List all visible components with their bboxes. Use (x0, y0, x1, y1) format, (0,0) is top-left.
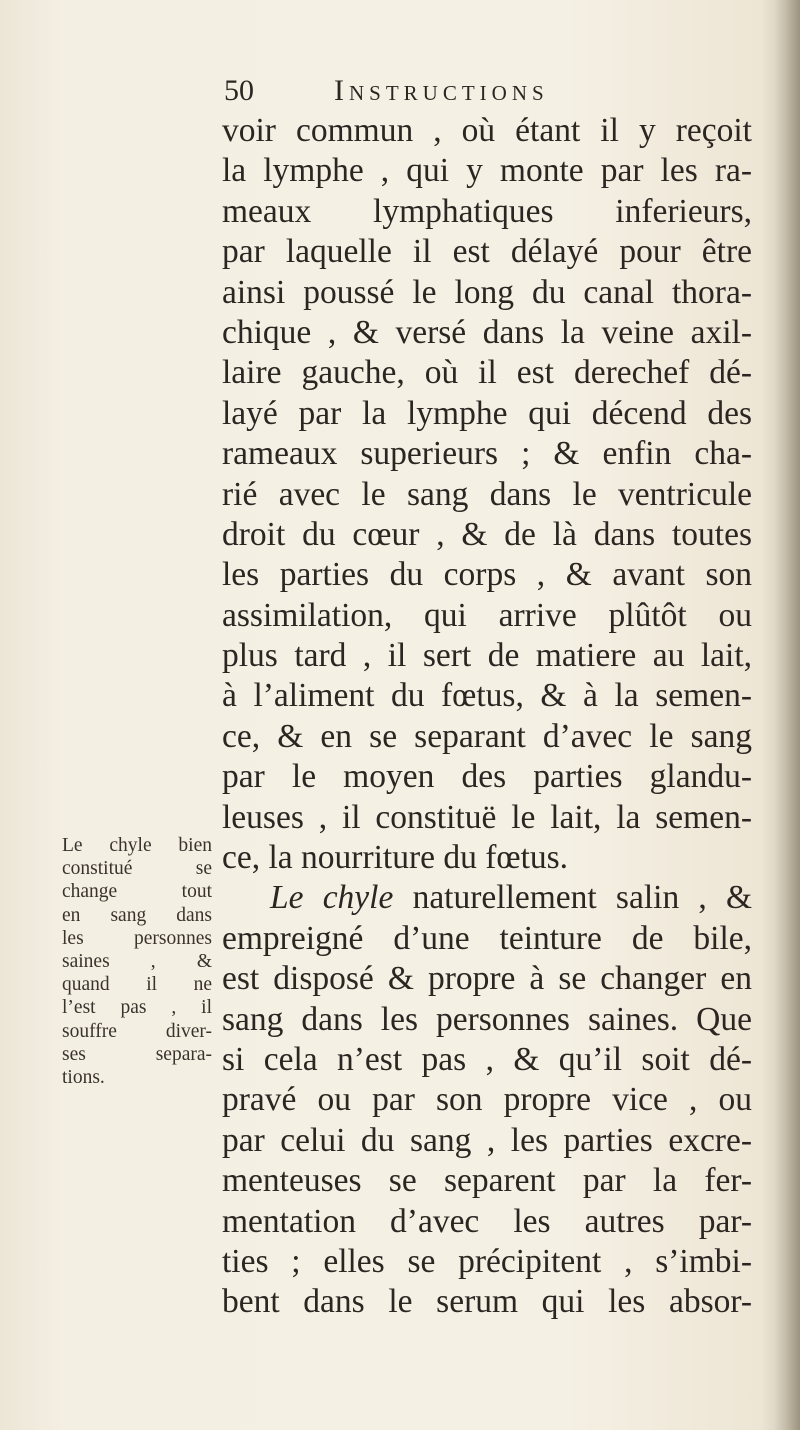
page-header (224, 74, 664, 114)
text-line: mentation d’avec les autres par- (222, 1202, 752, 1240)
text-line: menteuses se separent par la fer- (222, 1162, 752, 1200)
text-line: sang dans les personnes saines. Que (222, 1000, 752, 1038)
text-line: droit du cœur , & de là dans toutes (222, 515, 752, 553)
margin-note-line: tions. (62, 1066, 105, 1088)
text-line: chique , & versé dans la veine axil- (222, 313, 752, 351)
margin-note-line: quand il ne (62, 974, 212, 996)
text-line: par le moyen des parties glandu- (222, 758, 752, 796)
text-line: empreigné d’une teinture de bile, (222, 919, 752, 957)
paragraph-start-line (222, 878, 752, 918)
page-edge-shadow (774, 0, 800, 1430)
margin-note-line: en sang dans (62, 904, 212, 926)
text-line: est disposé & propre à se changer en (222, 960, 752, 998)
italic-term: Le chyle (270, 879, 394, 917)
text-line: assimilation, qui arrive plûtôt ou (222, 596, 752, 634)
text-line: par celui du sang , les parties excre- (222, 1121, 752, 1159)
text-line: ce, & en se separant d’avec le sang (222, 717, 752, 755)
text-line: voir commun , où étant il y reçoit (222, 112, 752, 149)
text-line: la lymphe , qui y monte par les ra- (222, 152, 752, 190)
text-line: à l’aliment du fœtus, & à la semen- (222, 677, 752, 715)
text-line: ties ; elles se précipitent , s’imbi- (222, 1242, 752, 1280)
margin-note-line: saines , & (62, 950, 212, 972)
text-line: si cela n’est pas , & qu’il soit dé- (222, 1040, 752, 1078)
margin-note-line: constitué se (62, 858, 212, 880)
text-line: meaux lymphatiques inferieurs, (222, 192, 752, 230)
text-line: laire gauche, où il est derechef dé- (222, 354, 752, 392)
margin-note-line: les personnes (62, 927, 212, 949)
margin-note-line: change tout (62, 881, 212, 903)
text-line: bent dans le serum qui les absor- (222, 1283, 752, 1321)
text-line: layé par la lymphe qui décend des (222, 394, 752, 432)
text-line: rameaux superieurs ; & enfin cha- (222, 435, 752, 473)
text-line: les parties du corps , & avant son (222, 556, 752, 594)
page-number: 50 (224, 74, 254, 107)
running-head: Instructions (334, 74, 549, 107)
text-line: pravé ou par son propre vice , ou (222, 1081, 752, 1119)
margin-note-line: souffre diver- (62, 1020, 212, 1042)
margin-note (62, 834, 212, 1089)
text-line: ainsi poussé le long du canal thora- (222, 273, 752, 311)
body-text (222, 111, 752, 1323)
text-line: plus tard , il sert de matiere au lait, (222, 637, 752, 675)
margin-note-line: ses separa- (62, 1043, 212, 1065)
text-line: ce, la nourriture du fœtus. (222, 839, 569, 877)
text-line: rié avec le sang dans le ventricule (222, 475, 752, 513)
margin-note-line: Le chyle bien (62, 835, 212, 856)
text-line: par laquelle il est délayé pour être (222, 233, 752, 271)
margin-note-line: l’est pas , il (62, 997, 212, 1019)
text-fragment: naturellement salin , & (412, 879, 752, 917)
text-line: leuses , il constituë le lait, la semen- (222, 798, 752, 836)
